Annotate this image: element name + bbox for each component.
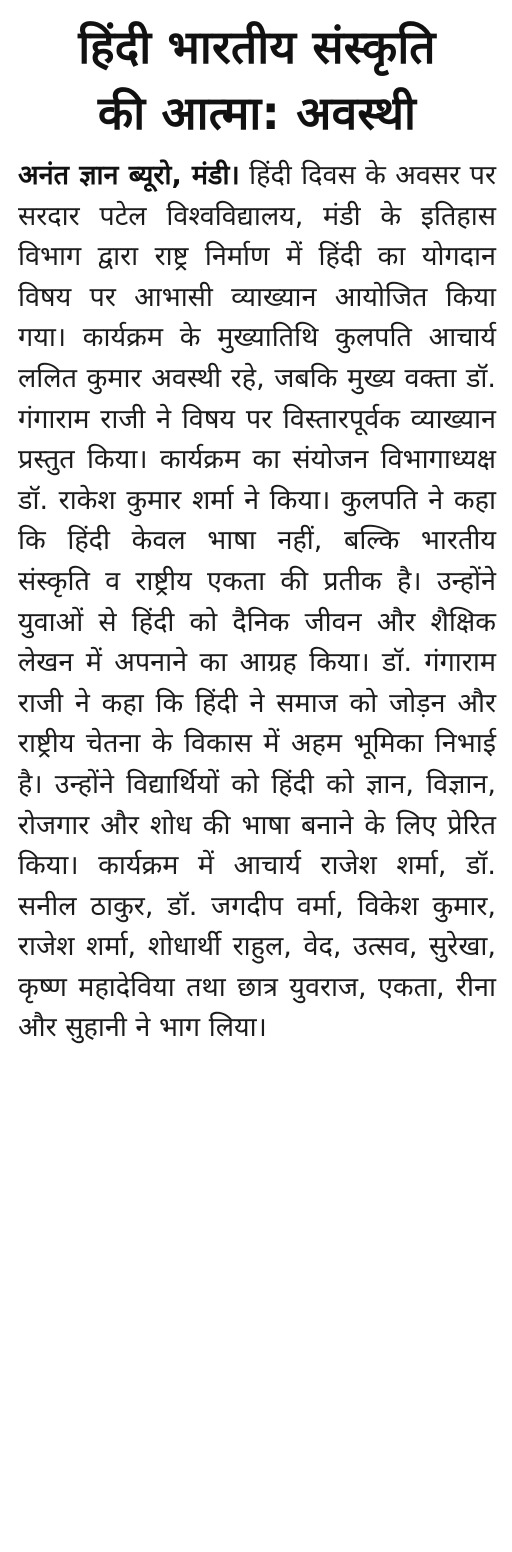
news-clipping [18, 14, 496, 1049]
byline: अनंत ज्ञान ब्यूरो, मंडी। [18, 160, 240, 191]
headline-line-2: की आत्मा: अवस्थी [97, 86, 417, 140]
article-text: हिंदी दिवस के अवसर पर सरदार पटेल विश्वविद्यालय, मंडी के इतिहास विभाग द्वारा राष्ट्र निर्माण में हिंदी का योगदान विषय पर आभासी व्याख्यान आयोजित किया गया। कार्यक्रम के मुख्यातिथि कुलपति आचार्य ललित कुमार अवस्थी रहे, जबकि मुख्य वक्ता डॉ. गंगाराम राजी ने विषय पर विस्तारपूर्वक व्याख्यान प्रस्तुत किया। कार्यक्रम का संयोजन विभागाध्यक्ष डॉ. राकेश कुमार शर्मा ने किया। कुलपति ने कहा कि हिंदी केवल भाषा नहीं, बल्कि भारतीय संस्कृति व राष्ट्रीय एकता की प्रतीक है। उन्होंने युवाओं से हिंदी को दैनिक जीवन और शैक्षिक लेखन में अपनाने का आग्रह किया। डॉ. गंगाराम राजी ने कहा कि हिंदी ने समाज को जोड़न और राष्ट्रीय चेतना के विकास में अहम भूमिका निभाई है। उन्होंने विद्यार्थियों को हिंदी को ज्ञान, विज्ञान, रोजगार और शोध की भाषा बनाने के लिए प्रेरित किया। कार्यक्रम में आचार्य राजेश शर्मा, डॉ. सनील ठाकुर, डॉ. जगदीप वर्मा, विकेश कुमार, राजेश शर्मा, शोधार्थी राहुल, वेद, उत्सव, सुरेखा, कृष्ण महादेविया तथा छात्र युवराज, एकता, रीना और सुहानी ने भाग लिया। [18, 160, 496, 1044]
headline [18, 14, 496, 146]
article-body [18, 156, 496, 1049]
headline-line-1: हिंदी भारतीय संस्कृति [78, 20, 436, 74]
